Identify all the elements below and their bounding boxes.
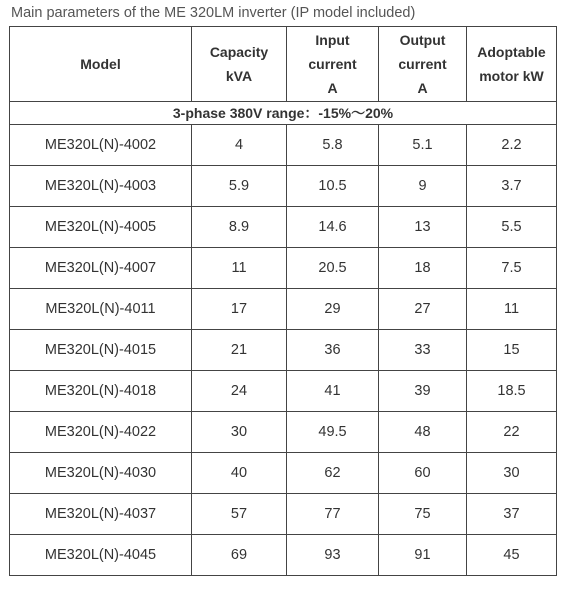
- table-row: [10, 494, 557, 535]
- table-row: [10, 412, 557, 453]
- model-cell: ME320L(N)-4007: [10, 248, 192, 289]
- header-capacity-unit: kVA: [225, 68, 253, 84]
- model-cell: ME320L(N)-4022: [10, 412, 192, 453]
- output-current-cell: 39: [379, 371, 467, 412]
- output-current-cell: 91: [379, 535, 467, 576]
- input-current-cell: 62: [287, 453, 379, 494]
- capacity-cell: 17: [192, 289, 287, 330]
- output-current-cell: 5.1: [379, 125, 467, 166]
- parameters-table: [9, 26, 557, 576]
- input-current-cell: 29: [287, 289, 379, 330]
- motor-kw-cell: 3.7: [467, 166, 557, 207]
- header-output-line: Output: [399, 32, 446, 48]
- capacity-cell: 21: [192, 330, 287, 371]
- input-current-cell: 20.5: [287, 248, 379, 289]
- header-input-line: Input: [315, 32, 350, 48]
- capacity-cell: 69: [192, 535, 287, 576]
- model-cell: ME320L(N)-4011: [10, 289, 192, 330]
- output-current-cell: 60: [379, 453, 467, 494]
- header-model-line: Model: [80, 56, 121, 72]
- input-current-cell: 14.6: [287, 207, 379, 248]
- header-model: [10, 27, 192, 102]
- input-current-cell: 49.5: [287, 412, 379, 453]
- motor-kw-cell: 30: [467, 453, 557, 494]
- table-row: [10, 535, 557, 576]
- output-current-cell: 9: [379, 166, 467, 207]
- model-cell: ME320L(N)-4037: [10, 494, 192, 535]
- capacity-cell: 8.9: [192, 207, 287, 248]
- output-current-cell: 48: [379, 412, 467, 453]
- table-row: [10, 248, 557, 289]
- model-cell: ME320L(N)-4030: [10, 453, 192, 494]
- motor-kw-cell: 15: [467, 330, 557, 371]
- input-current-cell: 36: [287, 330, 379, 371]
- header-input-line: current: [308, 56, 357, 72]
- output-current-cell: 18: [379, 248, 467, 289]
- capacity-cell: 11: [192, 248, 287, 289]
- table-caption: Main parameters of the ME 320LM inverter (IP model included): [11, 5, 416, 21]
- model-cell: ME320L(N)-4045: [10, 535, 192, 576]
- motor-kw-cell: 7.5: [467, 248, 557, 289]
- table-row: [10, 330, 557, 371]
- capacity-cell: 30: [192, 412, 287, 453]
- capacity-cell: 57: [192, 494, 287, 535]
- header-output-line: current: [398, 56, 447, 72]
- motor-kw-cell: 11: [467, 289, 557, 330]
- voltage-range-label: 3-phase 380V range：-15%～20%: [10, 102, 557, 125]
- model-cell: ME320L(N)-4018: [10, 371, 192, 412]
- table-row: [10, 289, 557, 330]
- voltage-range-row: [10, 102, 557, 125]
- header-motor-unit: motor kW: [479, 68, 544, 84]
- output-current-cell: 27: [379, 289, 467, 330]
- input-current-cell: 93: [287, 535, 379, 576]
- header-capacity: [192, 27, 287, 102]
- capacity-cell: 40: [192, 453, 287, 494]
- input-current-cell: 5.8: [287, 125, 379, 166]
- table-row: [10, 125, 557, 166]
- header-row: [10, 27, 557, 102]
- input-current-cell: 41: [287, 371, 379, 412]
- capacity-cell: 4: [192, 125, 287, 166]
- model-cell: ME320L(N)-4003: [10, 166, 192, 207]
- model-cell: ME320L(N)-4002: [10, 125, 192, 166]
- capacity-cell: 24: [192, 371, 287, 412]
- table-row: [10, 371, 557, 412]
- motor-kw-cell: 22: [467, 412, 557, 453]
- motor-kw-cell: 18.5: [467, 371, 557, 412]
- motor-kw-cell: 37: [467, 494, 557, 535]
- header-input-unit: A: [327, 80, 338, 96]
- motor-kw-cell: 2.2: [467, 125, 557, 166]
- header-output-current: [379, 27, 467, 102]
- table-row: [10, 166, 557, 207]
- header-capacity-line: Capacity: [209, 44, 269, 60]
- header-motor-line: Adoptable: [477, 44, 546, 60]
- header-adoptable-motor: [467, 27, 557, 102]
- header-input-current: [287, 27, 379, 102]
- output-current-cell: 33: [379, 330, 467, 371]
- input-current-cell: 10.5: [287, 166, 379, 207]
- table-row: [10, 207, 557, 248]
- input-current-cell: 77: [287, 494, 379, 535]
- model-cell: ME320L(N)-4015: [10, 330, 192, 371]
- table-row: [10, 453, 557, 494]
- motor-kw-cell: 5.5: [467, 207, 557, 248]
- motor-kw-cell: 45: [467, 535, 557, 576]
- capacity-cell: 5.9: [192, 166, 287, 207]
- model-cell: ME320L(N)-4005: [10, 207, 192, 248]
- header-output-unit: A: [417, 80, 428, 96]
- output-current-cell: 13: [379, 207, 467, 248]
- output-current-cell: 75: [379, 494, 467, 535]
